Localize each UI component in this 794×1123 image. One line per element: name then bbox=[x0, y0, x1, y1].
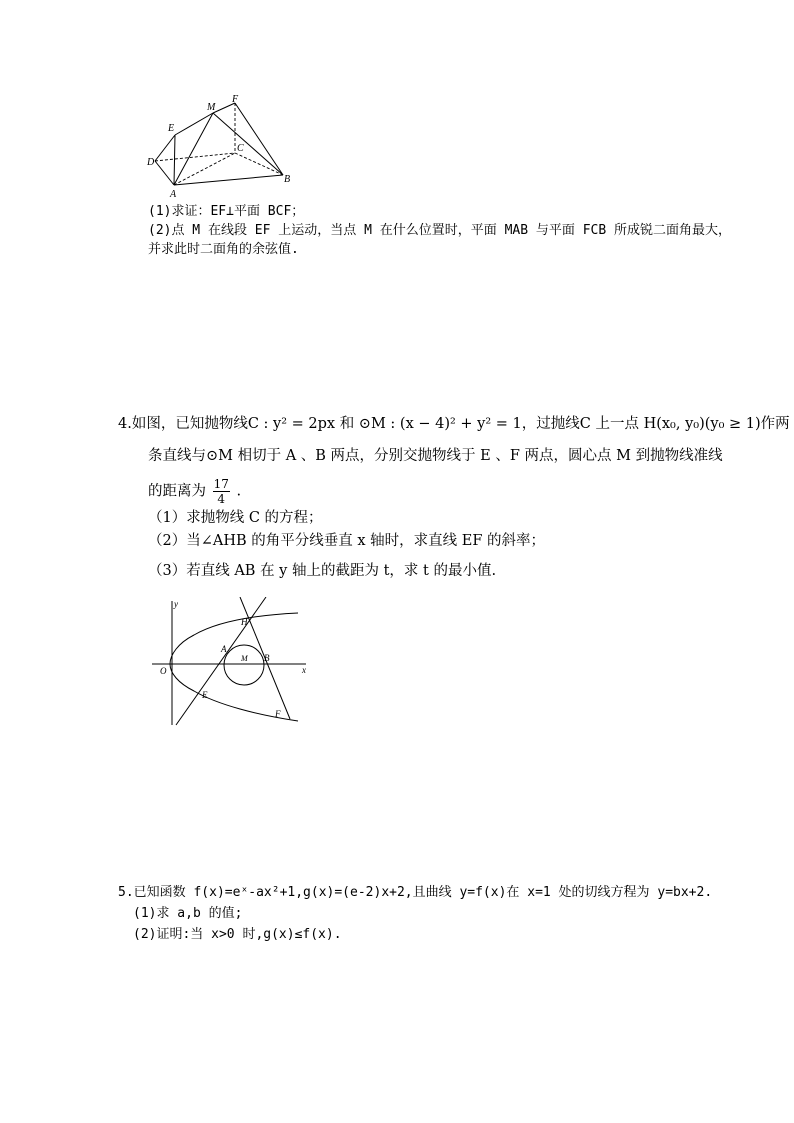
q5-part2: (2)证明:当 x>0 时,g(x)≤f(x). bbox=[133, 927, 342, 942]
q5-part1: (1)求 a,b 的值; bbox=[133, 906, 243, 921]
label-E: E bbox=[168, 123, 175, 134]
label-F: F bbox=[275, 709, 281, 719]
q4-stem-line3 bbox=[148, 477, 241, 506]
label-H: H bbox=[241, 617, 248, 627]
fraction-denominator: 4 bbox=[217, 492, 226, 506]
label-A: A bbox=[170, 189, 177, 200]
label-M: M bbox=[241, 654, 248, 663]
label-B: B bbox=[284, 174, 291, 185]
label-F: F bbox=[232, 94, 239, 105]
q4-sub1: （1）求抛物线 C 的方程； bbox=[148, 510, 323, 526]
label-C: C bbox=[237, 143, 244, 154]
label-B: B bbox=[264, 653, 270, 663]
q4-stem-line3-suffix: . bbox=[236, 483, 242, 500]
q5-stem: 5.已知函数 f(x)=eˣ-ax²+1,g(x)=(e-2)x+2,且曲线 y=f(x)在 x=1 处的切线方程为 y=bx+2. bbox=[118, 885, 713, 900]
label-y: y bbox=[174, 599, 178, 609]
label-O: O bbox=[160, 666, 167, 676]
label-M: M bbox=[207, 102, 216, 113]
q3-part2: (2)点 M 在线段 EF 上运动，当点 M 在什么位置时，平面 MAB 与平面 FCB 所成锐二面角最大， bbox=[148, 223, 732, 238]
q4-stem-line1: 4.如图，已知抛物线C : y² = 2px 和 ⊙M : (x − 4)² + y² = 1，过抛线C 上一点 H(x₀, y₀)(y₀ ≥ 1)作两 bbox=[118, 416, 790, 432]
parabola-circle-figure bbox=[148, 597, 313, 727]
fraction-numerator: 17 bbox=[213, 477, 229, 491]
q3-part1: (1)求证：EF⊥平面 BCF； bbox=[148, 204, 305, 219]
q4-stem-line2: 条直线与⊙M 相切于 A 、B 两点，分别交抛物线于 E 、F 两点，圆心点 M 到抛物线准线 bbox=[148, 448, 723, 464]
label-D: D bbox=[147, 157, 155, 168]
solid-geometry-figure bbox=[145, 93, 295, 203]
q4-sub2: （2）当∠AHB 的角平分线垂直 x 轴时，求直线 EF 的斜率； bbox=[148, 533, 546, 549]
label-A: A bbox=[221, 644, 227, 654]
label-x: x bbox=[302, 665, 306, 675]
label-E: E bbox=[202, 690, 208, 700]
q4-sub3: （3）若直线 AB 在 y 轴上的截距为 t，求 t 的最小值. bbox=[148, 563, 497, 579]
q3-part2-cont: 并求此时二面角的余弦值. bbox=[148, 242, 299, 257]
distance-fraction bbox=[213, 477, 230, 506]
q4-stem-line3-prefix: 的距离为 bbox=[148, 483, 206, 500]
